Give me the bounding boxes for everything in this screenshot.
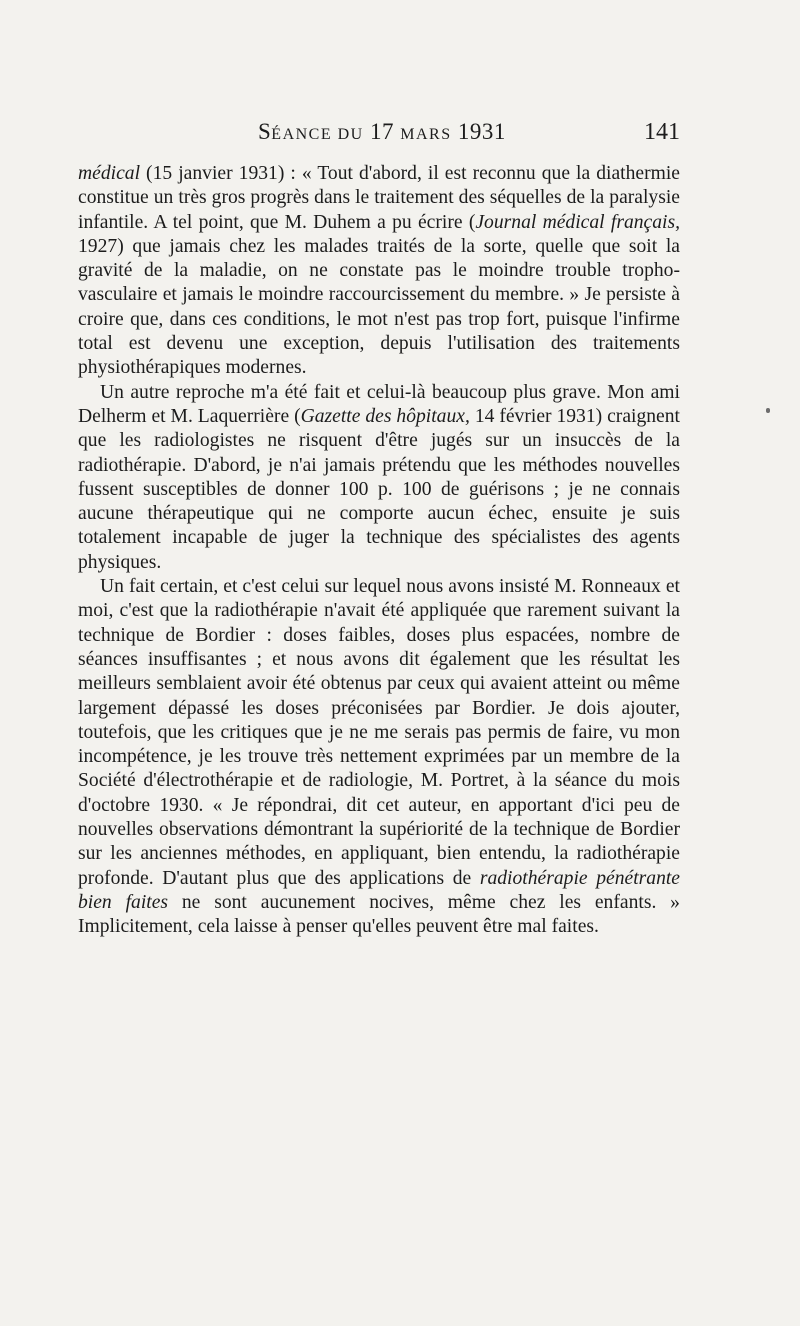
paper-speck bbox=[766, 408, 770, 413]
running-head-initial: S bbox=[258, 119, 272, 144]
journal-title: Journal médical français, bbox=[475, 211, 681, 233]
text-span: (15 janvier 1931) : « Tout d'abord, il est reconnu que la diathermie constitue un très gros progrès dans le traitement des séquelles de la paralysie infantile. A tel point, que M. Duhem a pu écrire ( bbox=[78, 163, 680, 233]
running-head-day: 17 bbox=[369, 119, 394, 144]
italic-span: radiothérapie pénétrante bien faites bbox=[78, 867, 681, 913]
text-span: ne sont aucunement nocives, même chez les enfants. » Implicitement, cela laisse à penser qu'elles peuvent être mal faites. bbox=[78, 891, 680, 938]
italic-span: médical bbox=[78, 163, 141, 184]
text-span: 1927) que jamais chez les malades traités de la sorte, quelle que soit la gravité de la maladie, on ne constate pas le moindre trouble tropho-vasculaire et jamais le moindre raccourcissement du membre. » Je persiste à croire que, dans ces conditions, le mot n'est pas trop fort, puisque l'infirme total est devenu une exception, depuis l'utilisation des traitements physiothérapiques modernes. bbox=[78, 235, 680, 379]
text-span: Un autre reproche m'a été fait et celui-là beaucoup plus grave. Mon ami Delherm et M. Laquerrière ( bbox=[78, 381, 680, 427]
body-text bbox=[78, 162, 680, 940]
page-header bbox=[78, 119, 680, 153]
text-span: Un fait certain, et c'est celui sur lequel nous avons insisté M. Ronneaux et moi, c'est que la radiothérapie n'avait été appliquée que rarement suivant la technique de Bordier : doses faibles, doses plus espacées, nombre de séances insuffisantes ; et nous avons dit également que les résultat les meilleurs semblaient avoir été obtenus par ceux qui avaient atteint ou même largement dépassé les doses préconisées par Bordier. Je dois ajouter, toutefois, que les critiques que je ne me serais pas permis de faire, vu mon incompétence, je les trouve très nettement exprimées par un membre de la Société d'électrothérapie et de radiologie, M. Portret, à la séance du mois d'octobre 1930. « Je répondrai, dit cet auteur, en apportant d'ici peu de nouvelles observations démontrant la supériorité de la technique de Bordier sur les anciennes méthodes, en appliquant, bien entendu, la radiothérapie profonde. D'autant plus que des applications de bbox=[78, 576, 680, 889]
page-number: 141 bbox=[644, 119, 680, 145]
running-head-year: 1931 bbox=[457, 119, 506, 144]
paragraph-1 bbox=[78, 162, 680, 381]
journal-title: Gazette des hôpitaux, bbox=[300, 405, 470, 427]
paragraph-3 bbox=[78, 575, 680, 939]
running-head-month: MARS bbox=[400, 126, 452, 143]
paragraph-2 bbox=[78, 381, 680, 575]
running-head-seance: ÉANCE DU bbox=[271, 126, 364, 143]
text-span: 14 février 1931) craignent que les radiologistes ne risquent d'être jugés sur un insuccès de la radiothérapie. D'abord, je n'ai jamais prétendu que les méthodes nouvelles fussent susceptibles de donner 100 p. 100 de guérisons ; je ne connais aucune thérapeutique qui ne comporte aucun échec, ensuite je suis totalement incapable de juger la technique des spécialistes des agents physiques. bbox=[78, 405, 680, 573]
running-head bbox=[258, 119, 506, 145]
